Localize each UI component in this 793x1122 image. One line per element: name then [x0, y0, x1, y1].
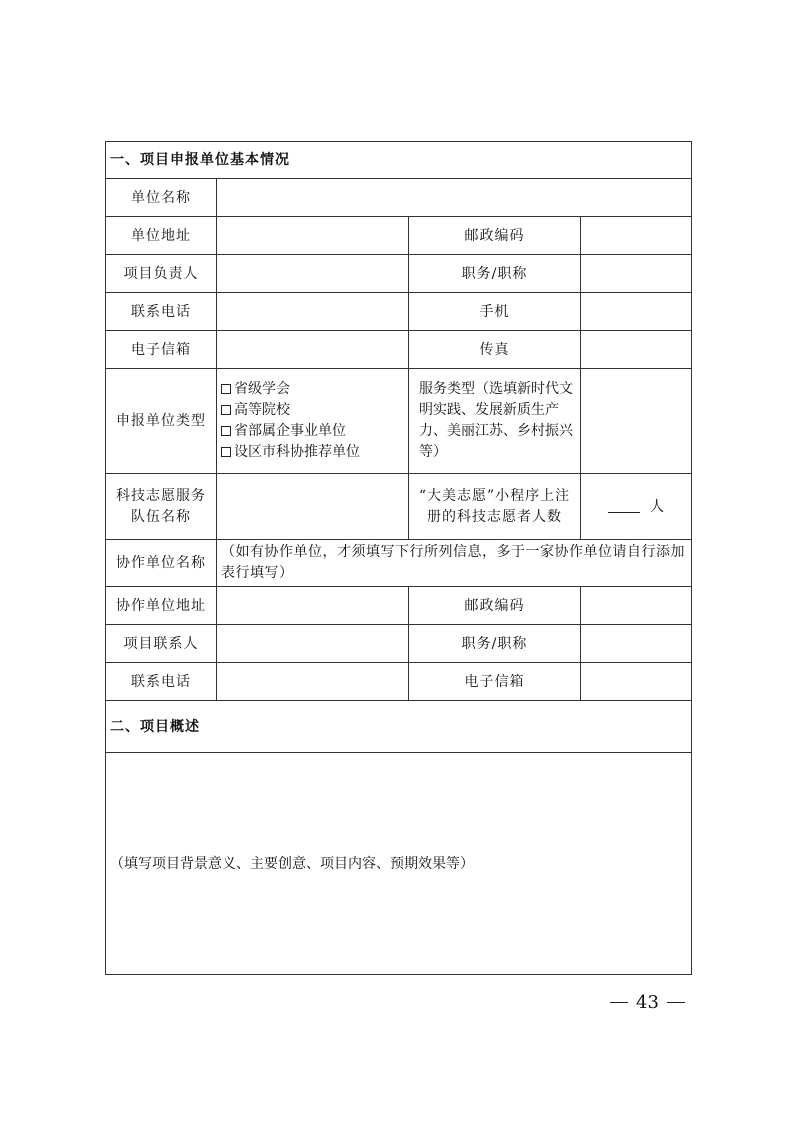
overview-hint: （填写项目背景意义、主要创意、项目内容、预期效果等） [110, 855, 474, 872]
coop-email-label: 电子信箱 [409, 663, 581, 701]
option-university[interactable] [221, 400, 404, 421]
coop-contact-field[interactable] [217, 625, 409, 663]
page-number [610, 992, 685, 1013]
email-label: 电子信箱 [106, 331, 217, 369]
team-name-label: 科技志愿服务队伍名称 [106, 474, 217, 540]
unit-type-options [217, 369, 409, 474]
registered-count-field[interactable] [581, 474, 692, 540]
service-type-label: 服务类型（选填新时代文明实践、发展新质生产力、美丽江苏、乡村振兴等） [409, 369, 581, 474]
postal-code-label: 邮政编码 [409, 217, 581, 255]
unit-name-label: 单位名称 [106, 179, 217, 217]
fax-field[interactable] [581, 331, 692, 369]
mobile-label: 手机 [409, 293, 581, 331]
coop-phone-label: 联系电话 [106, 663, 217, 701]
count-unit: 人 [650, 498, 664, 515]
option-provincial-society[interactable] [221, 379, 404, 400]
registered-count-label: “大美志愿”小程序上注册的科技志愿者人数 [409, 474, 581, 540]
dash-right [667, 1002, 685, 1003]
option-label: 省级学会 [234, 381, 290, 397]
coop-position-label: 职务/职称 [409, 625, 581, 663]
option-provincial-enterprise[interactable] [221, 421, 404, 442]
unit-name-field[interactable] [217, 179, 692, 217]
application-form-table [105, 141, 692, 975]
project-leader-label: 项目负责人 [106, 255, 217, 293]
page-number-value: 43 [636, 992, 659, 1013]
email-field[interactable] [217, 331, 409, 369]
coop-address-field[interactable] [217, 587, 409, 625]
coop-unit-name-label: 协作单位名称 [106, 540, 217, 587]
option-label: 省部属企事业单位 [234, 423, 346, 439]
unit-address-label: 单位地址 [106, 217, 217, 255]
team-name-field[interactable] [217, 474, 409, 540]
phone-field[interactable] [217, 293, 409, 331]
position-label: 职务/职称 [409, 255, 581, 293]
option-city-association[interactable] [221, 442, 404, 463]
project-leader-field[interactable] [217, 255, 409, 293]
checkbox-icon[interactable] [221, 405, 231, 415]
fax-label: 传真 [409, 331, 581, 369]
checkbox-icon[interactable] [221, 426, 231, 436]
coop-email-field[interactable] [581, 663, 692, 701]
unit-type-label: 申报单位类型 [106, 369, 217, 474]
service-type-field[interactable] [581, 369, 692, 474]
coop-postal-field[interactable] [581, 587, 692, 625]
coop-note: （如有协作单位，才须填写下行所列信息，多于一家协作单位请自行添加表行填写） [217, 540, 692, 587]
section1-title: 一、项目申报单位基本情况 [106, 142, 692, 179]
mobile-field[interactable] [581, 293, 692, 331]
checkbox-icon[interactable] [221, 384, 231, 394]
option-label: 高等院校 [234, 402, 290, 418]
coop-contact-label: 项目联系人 [106, 625, 217, 663]
unit-address-field[interactable] [217, 217, 409, 255]
coop-address-label: 协作单位地址 [106, 587, 217, 625]
checkbox-icon[interactable] [221, 447, 231, 457]
coop-postal-label: 邮政编码 [409, 587, 581, 625]
dash-left [610, 1002, 628, 1003]
coop-position-field[interactable] [581, 625, 692, 663]
count-blank[interactable] [608, 512, 640, 513]
option-label: 设区市科协推荐单位 [234, 444, 360, 460]
position-field[interactable] [581, 255, 692, 293]
overview-field[interactable] [106, 753, 692, 975]
section2-title: 二、项目概述 [106, 701, 692, 753]
phone-label: 联系电话 [106, 293, 217, 331]
coop-phone-field[interactable] [217, 663, 409, 701]
postal-code-field[interactable] [581, 217, 692, 255]
